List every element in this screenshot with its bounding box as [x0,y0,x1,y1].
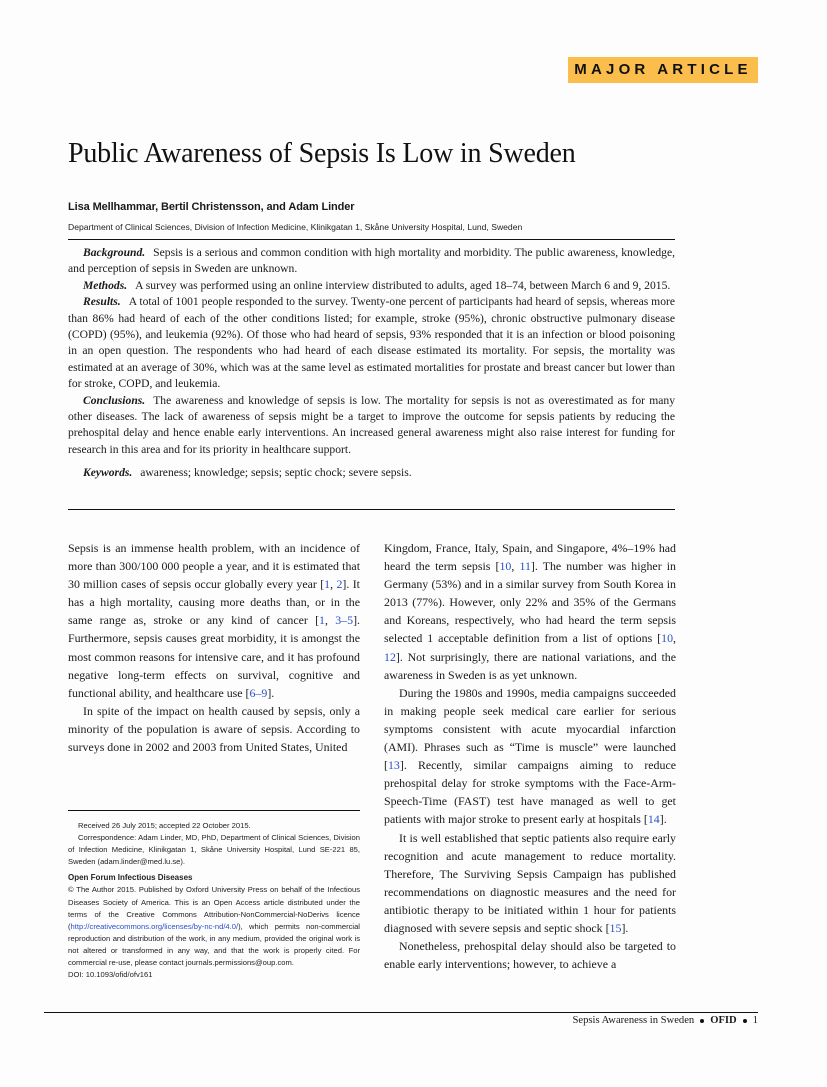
page-footer-rule [44,1012,758,1013]
citation-link[interactable]: 1 [319,613,325,628]
abstract-top-rule [68,239,675,240]
running-footer [572,1015,758,1026]
citation-link[interactable]: 6–9 [249,685,268,700]
journal-abbrev: OFID [710,1015,737,1026]
citation-link[interactable]: 15 [609,920,622,935]
citation-link[interactable]: 10 [661,631,674,646]
copyright-notice: © The Author 2015. Published by Oxford University Press on behalf of the Infectious Diseases Society of America. This is an Open Access article distributed under the terms of the Creative Commons Attribution-NonCommercial-NoDerivs licence (http://creativecommons.org/licenses/by-nc-nd/4.0/), which permits non-commercial reproduction and distribution of the work, in any medium, provided the original work is not altered or transformed in any way, and that the work is properly cited. For commercial re-use, please contact journals.permissions@oup.com. [68,885,360,968]
abstract-bottom-rule [68,509,675,510]
received-dates: Received 26 July 2015; accepted 22 October 2015. [78,821,251,830]
citation-link[interactable]: 1 [324,577,331,592]
abstract-conclusions: Conclusions. The awareness and knowledge of sepsis is low. The mortality for sepsis is not as overestimated as for many other diseases. The lack of awareness of sepsis might be a target to improve the outcome for sepsis patients by reducing the prehospital delay and hence enable early interventions. An increased general awareness might also raise interest for funding for research in this area and for its priority in healthcare support. [68,393,675,456]
body-paragraph: During the 1980s and 1990s, media campaigns succeeded in making people seek medical care earlier for serious symptoms consistent with acute myocardial infarction (AMI). Phrases such as “Time is muscle” were launched [13]. Recently, similar campaigns aiming to reduce prehospital delay for stroke symptoms with the Face-Arm-Speech-Time (FAST) test have managed as well to get patients with major stroke to present early at hospitals [14]. [384,685,676,827]
footnote-rule [68,810,360,811]
abstract [68,245,675,482]
abstract-background: Background. Sepsis is a serious and common condition with high mortality and morbidity. The public awareness, knowledge, and perception of sepsis in Sweden are unknown. [68,246,675,276]
abstract-label: Results. [83,295,121,309]
article-type-badge: MAJOR ARTICLE [568,57,758,83]
abstract-results: Results. A total of 1001 people responded to the survey. Twenty-one percent of participants had heard of sepsis, whereas more than 86% had heard of each of the other conditions listed; for example, stroke (95%), chronic obstructive pulmonary disease (COPD) (95%), and leukemia (92%). Of those who had heard of sepsis, 93% responded that it is an infection or blood poisoning in an open question. The respondents who had heard of each disease estimated its mortality. For sepsis, the mortality was estimated at an average of 30%, which was at the same level as estimated mortalities for prostate and breast cancer but lower than for stroke, COPD, and leukemia. [68,295,675,391]
footnotes [68,820,360,981]
body-paragraph: In spite of the impact on health caused by sepsis, only a minority of the population is aware of sepsis. According to surveys done in 2002 and 2003 from United States, United [68,703,360,755]
affiliation: Department of Clinical Sciences, Division of Infection Medicine, Klinikgatan 1, Skåne University Hospital, Lund, Sweden [68,222,523,232]
citation-link[interactable]: 3–5 [335,613,354,628]
body-paragraph-continued: Kingdom, France, Italy, Spain, and Singapore, 4%–19% had heard the term sepsis [10, 11]. The number was higher in Germany (53%) and in a similar survey from South Korea in 2013 (77%). However, only 22% and 35% of the Germans and Koreans, respectively, who had heard the term sepsis selected 1 acceptable definition from a list of options [10, 12]. Not surprisingly, there are national variations, and the awareness in Sweden is as yet unknown. [384,541,676,682]
citation-link[interactable]: 10 [499,559,512,574]
body-column-left [68,539,360,756]
article-title: Public Awareness of Sepsis Is Low in Sweden [68,138,576,169]
abstract-label: Keywords. [83,466,133,480]
body-column-right [384,539,676,973]
body-paragraph: Nonetheless, prehospital delay should also be targeted to enable early interventions; however, to achieve a [384,939,676,972]
abstract-label: Methods. [83,278,128,292]
license-link[interactable]: http://creativecommons.org/licenses/by-nc-nd/4.0/ [70,921,239,931]
citation-link[interactable]: 13 [387,758,400,773]
bullet-icon [743,1019,747,1023]
author-list: Lisa Mellhammar, Bertil Christensson, and Adam Linder [68,201,355,213]
abstract-keywords: Keywords. awareness; knowledge; sepsis; septic chock; severe sepsis. [83,466,412,480]
body-paragraph: Sepsis is an immense health problem, with an incidence of more than 300/100 000 people a year, and it is estimated that 30 million cases of sepsis occur globally every year [1, 2]. It has a high mortality, causing more deaths than, or in the same range as, stroke or any kind of cancer [1, 3–5]. Furthermore, sepsis causes great morbidity, it is amongst the most common reasons for intensive care, and it has profound negative long-term effects on survival, cognitive and functional ability, and healthcare use [6–9]. [68,541,360,700]
running-title: Sepsis Awareness in Sweden [572,1015,695,1026]
body-paragraph: It is well established that septic patients also require early recognition and acute management to reduce mortality. Therefore, The Surviving Sepsis Campaign has published recommendations on diagnostic measures and the need for antibiotic therapy to be initiated within 1 hour for patients diagnosed with severe sepsis and septic shock [15]. [384,830,676,935]
bullet-icon [700,1019,704,1023]
citation-link[interactable]: 11 [519,559,531,574]
citation-link[interactable]: 14 [647,812,660,827]
citation-link[interactable]: 2 [336,577,343,592]
abstract-label: Conclusions. [83,393,146,407]
page-number: 1 [752,1015,758,1026]
correspondence: Correspondence: Adam Linder, MD, PhD, Department of Clinical Sciences, Division of Infection Medicine, Klinikgatan 1, Skåne University Hospital, Lund SE-221 85, Sweden (adam.linder@med.lu.se). [68,833,360,867]
abstract-methods: Methods. A survey was performed using an online interview distributed to adults, aged 18–74, between March 6 and 9, 2015. [83,278,671,292]
abstract-label: Background. [83,246,146,259]
citation-link[interactable]: 12 [384,649,396,664]
journal-name: Open Forum Infectious Diseases [68,873,193,883]
doi: DOI: 10.1093/ofid/ofv161 [68,970,153,980]
